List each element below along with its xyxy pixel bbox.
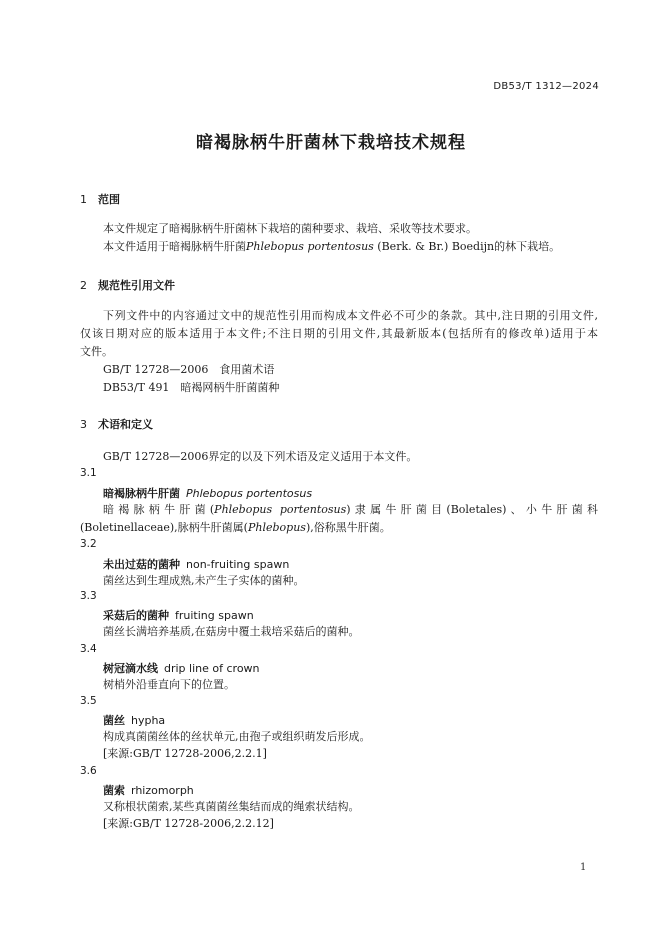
text-run: 本文件适用于暗褐脉柄牛肝菌 xyxy=(103,240,246,253)
section-title: 范围 xyxy=(98,193,120,206)
term-definition-line xyxy=(80,520,391,536)
section-number: 3 xyxy=(80,418,87,431)
term-en: Phlebopus portentosus xyxy=(186,487,313,500)
species-name-italic: Phlebopus portentosus xyxy=(214,503,347,516)
paragraph: 本文件规定了暗褐脉柄牛肝菌林下栽培的菌种要求、栽培、采收等技术要求。 xyxy=(103,222,477,235)
paragraph-line: 文件。 xyxy=(80,345,113,358)
term-definition: 菌丝达到生理成熟,未产生子实体的菌种。 xyxy=(103,574,305,587)
term-number: 3.4 xyxy=(80,643,97,655)
term-name xyxy=(103,712,165,728)
term-definition-line xyxy=(103,502,598,518)
section-number: 2 xyxy=(80,279,87,292)
document-title: 暗褐脉柄牛肝菌林下栽培技术规程 xyxy=(196,133,466,153)
paragraph-line: 仅该日期对应的版本适用于本文件;不注日期的引用文件,其最新版本(包括所有的修改单)适用于本 xyxy=(80,327,598,340)
term-name xyxy=(103,782,194,798)
term-name xyxy=(103,485,312,501)
term-name xyxy=(103,660,260,676)
term-definition: 树梢外沿垂直向下的位置。 xyxy=(103,678,235,691)
term-definition: 构成真菌菌丝体的丝状单元,由孢子或组织萌发后形成。 xyxy=(103,730,371,743)
section-2-heading xyxy=(80,277,175,293)
page-number: 1 xyxy=(580,862,587,873)
term-zh: 菌索 xyxy=(103,784,125,797)
paragraph-line: 下列文件中的内容通过文中的规范性引用而构成本文件必不可少的条款。其中,注日期的引用文件, xyxy=(103,309,598,322)
term-number: 3.6 xyxy=(80,765,97,777)
term-name xyxy=(103,556,289,572)
text-run: (Berk. & Br.) Boedijn的林下栽培。 xyxy=(373,240,561,253)
term-number: 3.3 xyxy=(80,590,97,602)
term-zh: 暗褐脉柄牛肝菌 xyxy=(103,487,180,500)
paragraph: GB/T 12728—2006界定的以及下列术语及定义适用于本文件。 xyxy=(103,450,418,463)
term-number: 3.2 xyxy=(80,538,97,550)
term-en: hypha xyxy=(131,714,166,727)
term-definition: 又称根状菌索,某些真菌菌丝集结而成的绳索状结构。 xyxy=(103,800,360,813)
section-3-heading xyxy=(80,416,153,432)
term-number: 3.5 xyxy=(80,695,97,707)
term-en: fruiting spawn xyxy=(175,609,254,622)
term-name xyxy=(103,607,254,623)
term-source: [来源:GB/T 12728-2006,2.2.1] xyxy=(103,747,267,760)
term-zh: 采菇后的菌种 xyxy=(103,609,169,622)
text-run: 暗褐脉柄牛肝菌( xyxy=(103,503,215,516)
text-run: (Boletinellaceae),脉柄牛肝菌属( xyxy=(80,521,248,534)
text-run: ),俗称黑牛肝菌。 xyxy=(305,521,391,534)
genus-name-italic: Phlebopus xyxy=(247,521,306,534)
paragraph xyxy=(103,239,560,255)
section-title: 规范性引用文件 xyxy=(98,279,175,292)
term-zh: 菌丝 xyxy=(103,714,125,727)
section-1-heading xyxy=(80,191,120,207)
text-run: )隶属牛肝菌目(Boletales)、小牛肝菌科 xyxy=(346,503,598,516)
term-en: drip line of crown xyxy=(164,662,260,675)
term-en: non-fruiting spawn xyxy=(186,558,290,571)
term-source: [来源:GB/T 12728-2006,2.2.12] xyxy=(103,817,274,830)
term-zh: 树冠滴水线 xyxy=(103,662,158,675)
term-number: 3.1 xyxy=(80,467,97,479)
reference-item: DB53/T 491 暗褐网柄牛肝菌菌种 xyxy=(103,381,280,394)
section-title: 术语和定义 xyxy=(98,418,153,431)
reference-item: GB/T 12728—2006 食用菌术语 xyxy=(103,363,275,376)
term-definition: 菌丝长满培养基质,在菇房中覆土栽培采菇后的菌种。 xyxy=(103,625,360,638)
document-code: DB53/T 1312—2024 xyxy=(493,81,599,92)
term-zh: 未出过菇的菌种 xyxy=(103,558,180,571)
section-number: 1 xyxy=(80,193,87,206)
species-name-italic: Phlebopus portentosus xyxy=(246,240,374,253)
term-en: rhizomorph xyxy=(131,784,194,797)
